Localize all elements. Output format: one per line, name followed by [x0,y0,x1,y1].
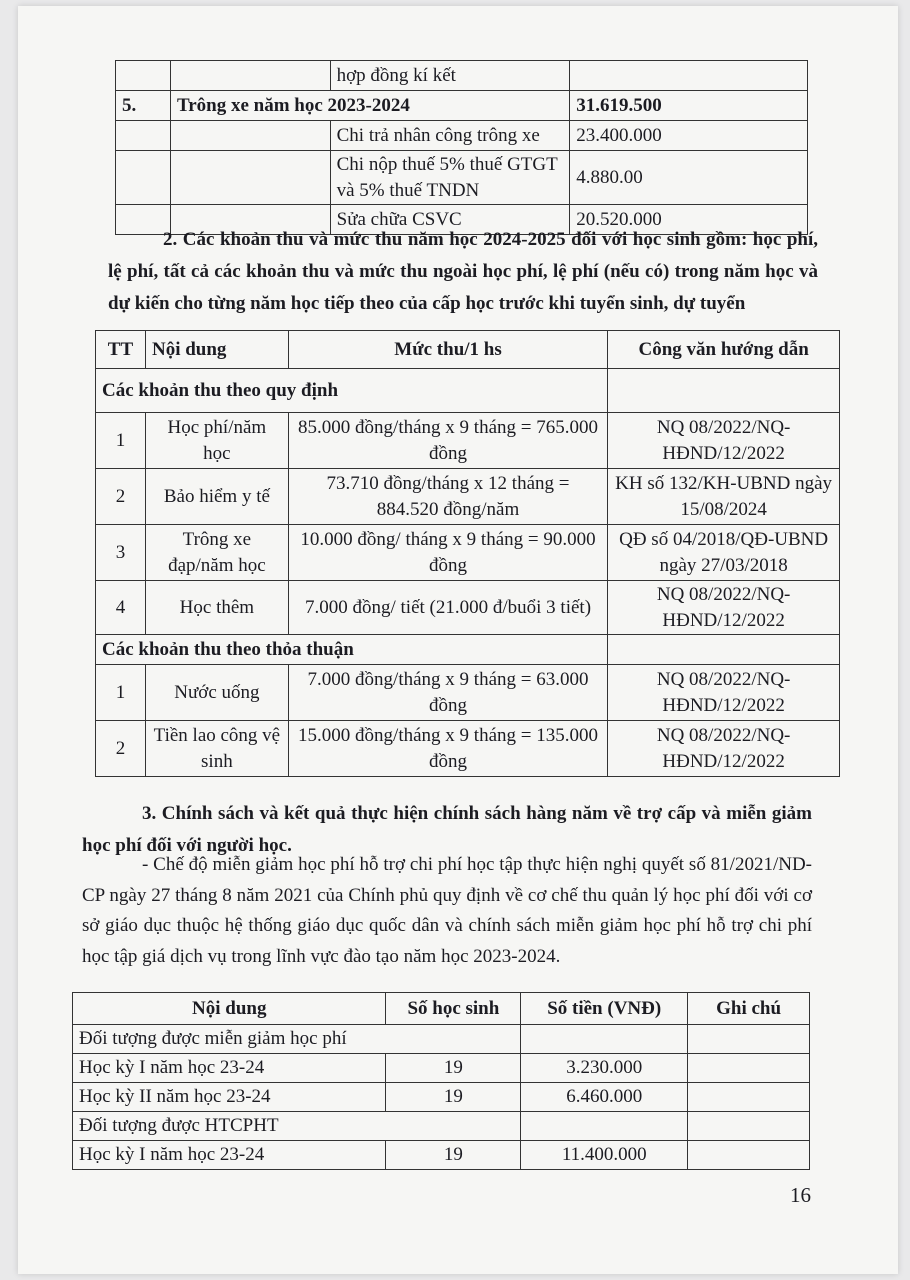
group-row [96,635,840,665]
section-2-heading: 2. Các khoản thu và mức thu năm học 2024-2025 đối với học sinh gồm: học phí, lệ phí, tất cả các khoản thu và mức thu ngoài học phí, lệ phí (nếu có) trong năm học và dự kiến cho từng năm học tiếp theo của cấp học trước khi tuyển sinh, dự tuyển [108,229,818,314]
group-label: Các khoản thu theo thỏa thuận [96,635,608,665]
table-row: 2 Bảo hiểm y tế 73.710 đồng/tháng x 12 tháng = 884.520 đồng/năm KH số 132/KH-UBND ngày 15/08/2024 [96,469,840,525]
page-number: 16 [790,1183,811,1207]
column-header: Ghi chú [688,993,810,1025]
group-row [73,1112,810,1141]
table-row: Học kỳ II năm học 23-24 19 6.460.000 [73,1083,810,1112]
column-header: TT [96,331,146,369]
table-row: 1 Nước uống 7.000 đồng/tháng x 9 tháng = 63.000 đồng NQ 08/2022/NQ-HĐND/12/2022 [96,665,840,721]
group-row [96,369,840,413]
column-header: Số học sinh [386,993,521,1025]
table-row [116,151,808,205]
column-header: Mức thu/1 hs [288,331,607,369]
table-cell: hợp đồng kí kết [330,61,570,91]
table-cell: 23.400.000 [570,121,808,151]
table-row: 4 Học thêm 7.000 đồng/ tiết (21.000 đ/buổi 3 tiết) NQ 08/2022/NQ-HĐND/12/2022 [96,581,840,635]
group-label: Các khoản thu theo quy định [96,369,608,413]
fees-table [95,330,840,777]
group-label: Đối tượng được HTCPHT [73,1112,521,1141]
table-cell: Chi nộp thuế 5% thuế GTGT và 5% thuế TNDN [330,151,570,205]
column-header: Nội dung [73,993,386,1025]
table-row: 3 Trông xe đạp/năm học 10.000 đồng/ tháng x 9 tháng = 90.000 đồng QĐ số 04/2018/QĐ-UBND ngày 27/03/2018 [96,525,840,581]
table-row [116,121,808,151]
table-cell: Chi trả nhân công trông xe [330,121,570,151]
table-cell: 4.880.00 [570,151,808,205]
section-3-heading: 3. Chính sách và kết quả thực hiện chính sách hàng năm về trợ cấp và miễn giảm học phí đối với người học. [82,803,812,856]
group-row [73,1025,810,1054]
table-row: 2 Tiền lao công vệ sinh 15.000 đồng/tháng x 9 tháng = 135.000 đồng NQ 08/2022/NQ-HĐND/12/2022 [96,721,840,777]
row-number: 5. [116,91,171,121]
column-header: Số tiền (VNĐ) [521,993,688,1025]
exemption-table [72,992,810,1170]
section-3-body: - Chế độ miễn giảm học phí hỗ trợ chi phí học tập thực hiện nghị quyết số 81/2021/ND-CP ngày 27 tháng 8 năm 2021 của Chính phủ quy định về cơ chế thu quản lý học phí đối với cơ sở giáo dục thuộc hệ thống giáo dục quốc dân và chính sách miễn giảm học phí hỗ trợ chi phí học tập giá dịch vụ trong lĩnh vực đào tạo năm học 2023-2024. [82,854,812,967]
column-header: Nội dung [145,331,288,369]
table-header-row [73,993,810,1025]
table-cell: 20.520.000 [570,205,808,235]
expense-table [115,60,808,235]
row-title: Trông xe năm học 2023-2024 [170,91,569,121]
table-cell: Sửa chữa CSVC [330,205,570,235]
group-label: Đối tượng được miễn giảm học phí [73,1025,521,1054]
table-header-row [96,331,840,369]
table-row [116,61,808,91]
row-amount: 31.619.500 [570,91,808,121]
column-header: Công văn hướng dẫn [608,331,840,369]
table-row: 1 Học phí/năm học 85.000 đồng/tháng x 9 tháng = 765.000 đồng NQ 08/2022/NQ-HĐND/12/2022 [96,413,840,469]
table-row [116,91,808,121]
table-row: Học kỳ I năm học 23-24 19 11.400.000 [73,1141,810,1170]
table-row: Học kỳ I năm học 23-24 19 3.230.000 [73,1054,810,1083]
